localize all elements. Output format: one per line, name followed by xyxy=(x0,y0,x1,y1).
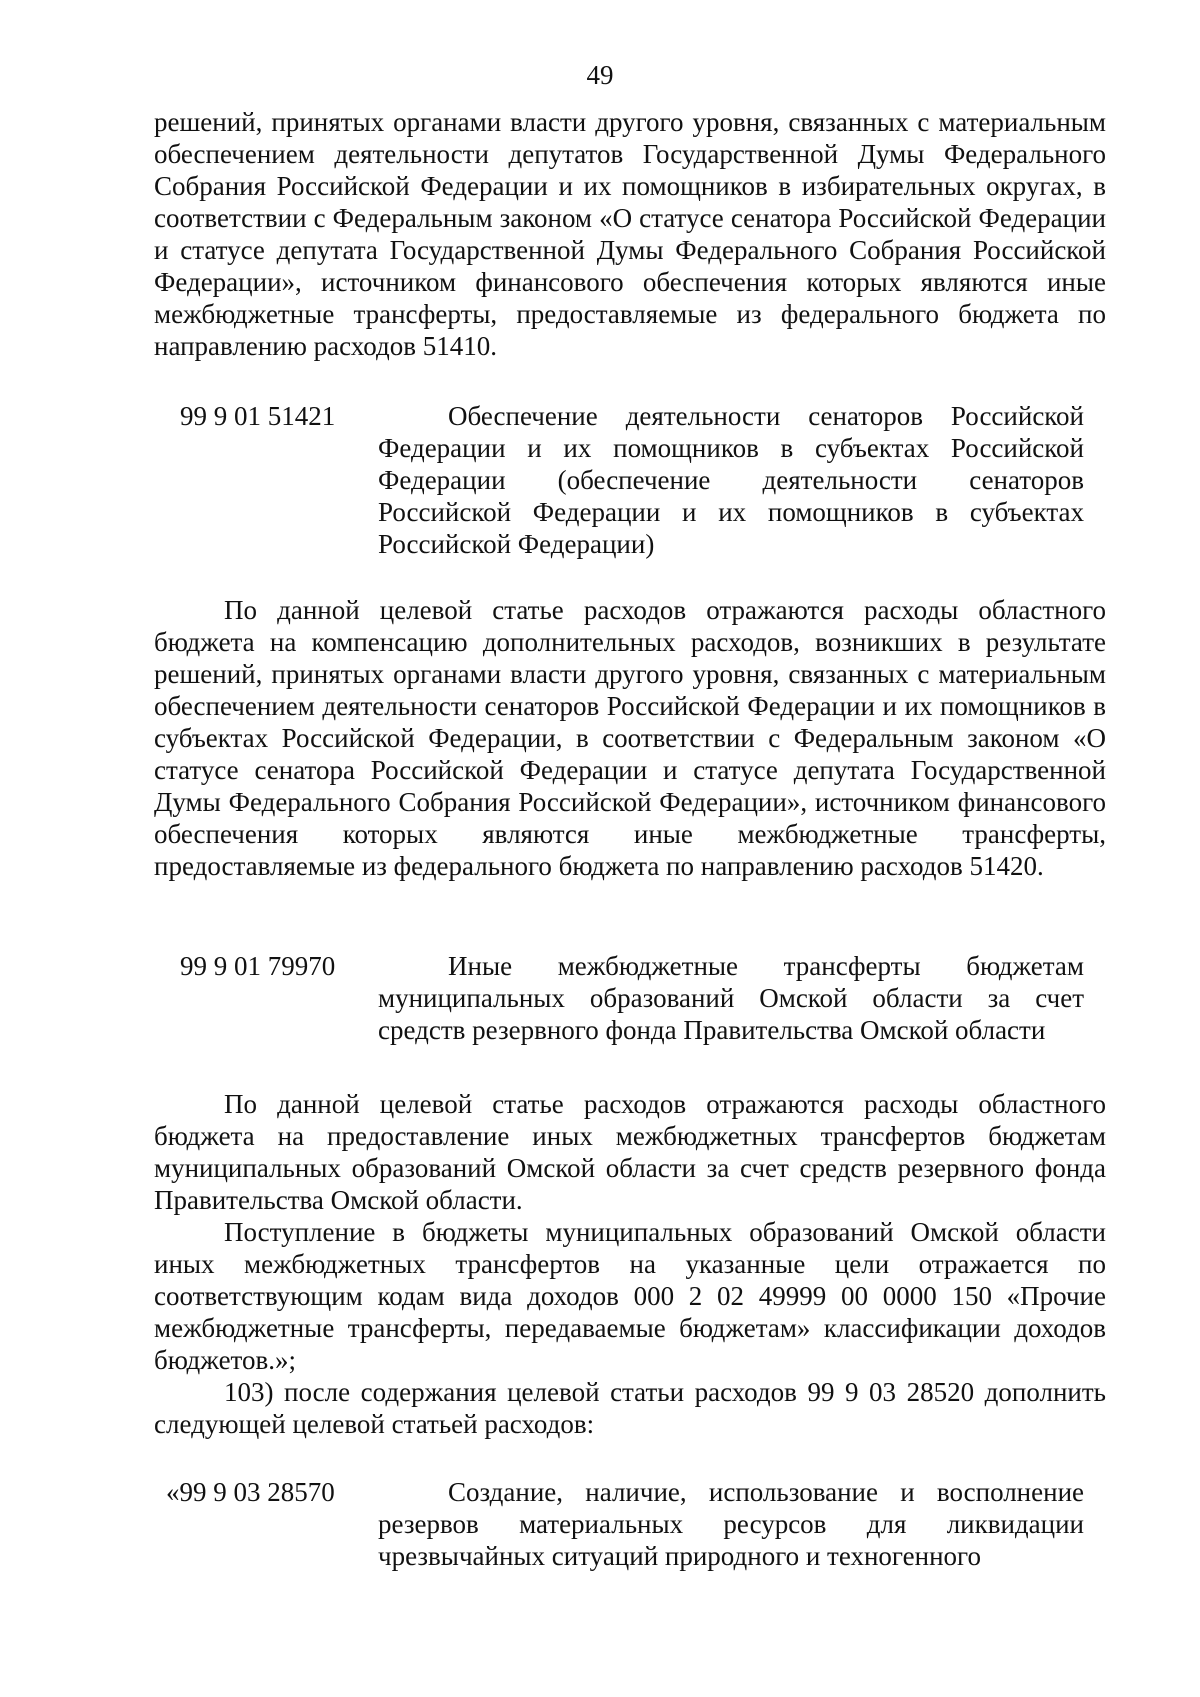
paragraph-continuation: решений, принятых органами власти другого уровня, связанных с материальным обеспечением деятельности депутатов Государственной Думы Федерального Собрания Российской Федерации и их помощников в избирательных округах, в соответствии с Федеральным законом «О статусе сенатора Российской Федерации и статусе депутата Государственной Думы Федерального Собрания Российской Федерации», источником финансового обеспечения которых являются иные межбюджетные трансферты, предоставляемые из федерального бюджета по направлению расходов 51410. xyxy=(154,107,1106,361)
paragraph-income-classification: Поступление в бюджеты муниципальных образований Омской области иных межбюджетных трансфертов на указанные цели отражается по соответствующим кодам вида доходов 000 2 02 49999 00 0000 150 «Прочие межбюджетные трансферты, передаваемые бюджетам» классификации доходов бюджетов.»; xyxy=(154,1217,1106,1375)
paragraph-expense-79970-explanation: По данной целевой статье расходов отражаются расходы областного бюджета на предоставление иных межбюджетных трансфертов бюджетам муниципальных образований Омской области за счет средств резервного фонда Правительства Омской области. xyxy=(154,1089,1106,1215)
expense-code: 99 9 01 51421 xyxy=(180,401,336,431)
paragraph-amendment-103: 103) после содержания целевой статьи расходов 99 9 03 28520 дополнить следующей целевой статьей расходов: xyxy=(154,1377,1106,1439)
expense-description: Обеспечение деятельности сенаторов Российской Федерации и их помощников в субъектах Российской Федерации (обеспечение деятельности сенаторов Российской Федерации и их помощников в субъектах Российской Федерации) xyxy=(378,401,1084,559)
expense-description: Иные межбюджетные трансферты бюджетам муниципальных образований Омской области за счет средств резервного фонда Правительства Омской области xyxy=(378,951,1084,1045)
expense-description: Создание, наличие, использование и восполнение резервов материальных ресурсов для ликвидации чрезвычайных ситуаций природного и техногенного xyxy=(378,1477,1084,1571)
expense-code: 99 9 01 79970 xyxy=(180,951,336,981)
page-number: 49 xyxy=(586,60,614,90)
expense-code: «99 9 03 28570 xyxy=(166,1477,335,1507)
paragraph-expense-51421-explanation: По данной целевой статье расходов отражаются расходы областного бюджета на компенсацию дополнительных расходов, возникших в результате решений, принятых органами власти другого уровня, связанных с материальным обеспечением деятельности сенаторов Российской Федерации и их помощников в субъектах Российской Федерации, в соответствии с Федеральным законом «О статусе сенатора Российской Федерации и статусе депутата Государственной Думы Федерального Собрания Российской Федерации», источником финансового обеспечения которых являются иные межбюджетные трансферты, предоставляемые из федерального бюджета по направлению расходов 51420. xyxy=(154,595,1106,881)
